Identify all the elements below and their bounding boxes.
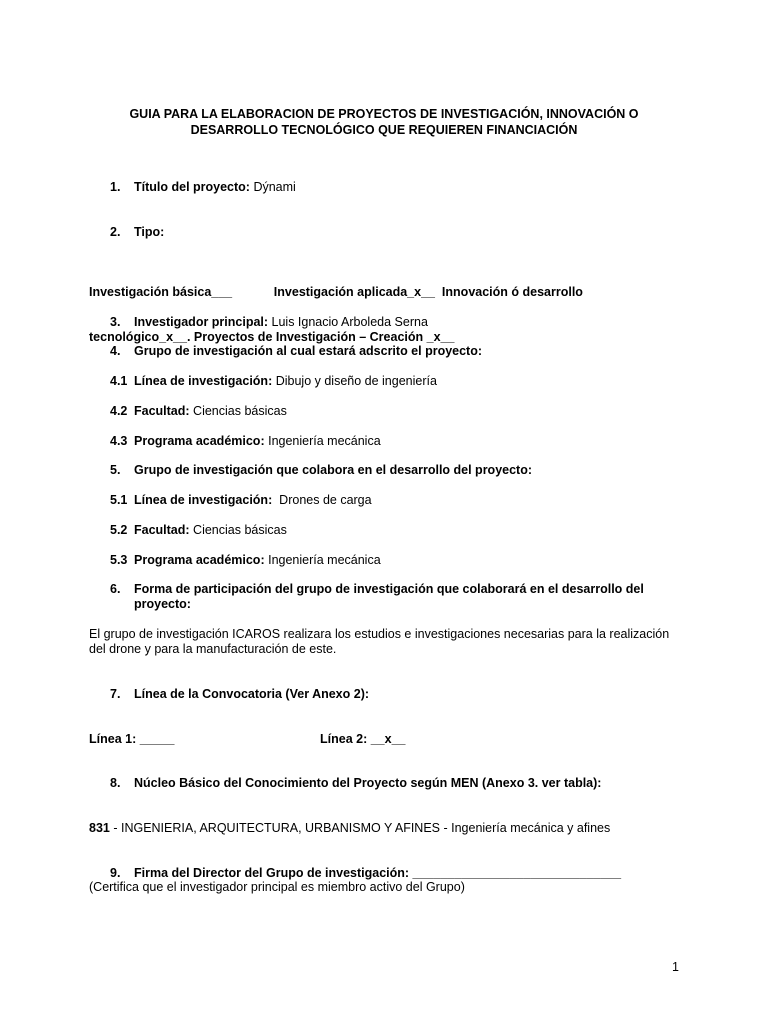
- item-label: Programa académico:: [134, 434, 269, 448]
- item-label: Programa académico:: [134, 553, 269, 567]
- linea-1: Línea 1: _____: [89, 732, 175, 746]
- nbc-code: 831: [89, 821, 110, 835]
- item-number: 2.: [110, 225, 121, 239]
- title-line-2: DESARROLLO TECNOLÓGICO QUE REQUIEREN FINANCIACIÓN: [190, 123, 578, 137]
- item-value: Ingeniería mecánica: [268, 553, 381, 567]
- item-value: Ciencias básicas: [193, 404, 287, 418]
- call-lines-row: [89, 732, 679, 747]
- item-5-3-program: [110, 553, 670, 568]
- item-5-1-research-line: [110, 493, 670, 508]
- item-value: Ciencias básicas: [193, 523, 287, 537]
- item-label: Línea de investigación:: [134, 374, 276, 388]
- item-label: Grupo de investigación que colabora en el desarrollo del proyecto:: [134, 463, 533, 477]
- item-label: Línea de la Convocatoria (Ver Anexo 2):: [134, 687, 370, 701]
- item-6-participation-form: [110, 582, 670, 612]
- item-label: Grupo de investigación al cual estará adscrito el proyecto:: [134, 344, 483, 358]
- linea-2: Línea 2: __x__: [320, 732, 406, 746]
- item-number: 6.: [110, 582, 121, 596]
- item-number: 4.3: [110, 434, 128, 448]
- paragraph-line-2: del drone y para la manufacturación de este.: [89, 642, 337, 656]
- item-label-line-1: Forma de participación del grupo de investigación que colaborará en el desarrollo del: [134, 582, 644, 596]
- nbc-text: - INGENIERIA, ARQUITECTURA, URBANISMO Y AFINES - Ingeniería mecánica y afines: [109, 821, 611, 835]
- item-number: 5.1: [110, 493, 128, 507]
- item-2-type: [110, 225, 670, 240]
- item-label-line-2: proyecto:: [134, 597, 191, 611]
- item-number: 8.: [110, 776, 121, 790]
- item-number: 5.3: [110, 553, 128, 567]
- item-number: 4.: [110, 344, 121, 358]
- item-5-collaborating-group: [110, 463, 670, 478]
- item-value: Dýnami: [253, 180, 296, 194]
- knowledge-core-value: [89, 821, 679, 836]
- type-options-line-2: tecnológico_x__. Proyectos de Investigación – Creación _x__: [89, 330, 455, 344]
- signature-note: (Certifica que el investigador principal es miembro activo del Grupo): [89, 880, 465, 894]
- item-label: Facultad:: [134, 404, 194, 418]
- item-8-knowledge-core: [110, 776, 670, 791]
- item-label: Investigador principal:: [134, 315, 272, 329]
- item-value: Luis Ignacio Arboleda Serna: [271, 315, 428, 329]
- item-label: Título del proyecto:: [134, 180, 254, 194]
- item-value: Drones de carga: [275, 493, 372, 507]
- item-number: 3.: [110, 315, 121, 329]
- item-label: Tipo:: [134, 225, 165, 239]
- item-number: 4.1: [110, 374, 128, 388]
- item-label: Facultad:: [134, 523, 194, 537]
- title-line-1: GUIA PARA LA ELABORACION DE PROYECTOS DE INVESTIGACIÓN, INNOVACIÓN O: [129, 107, 639, 121]
- item-value: Ingeniería mecánica: [268, 434, 381, 448]
- item-3-principal-investigator: [110, 315, 670, 330]
- item-4-research-group: [110, 344, 670, 359]
- item-7-call-line: [110, 687, 670, 702]
- item-label: Núcleo Básico del Conocimiento del Proyecto según MEN (Anexo 3. ver tabla):: [134, 776, 602, 790]
- item-4-1-research-line: [110, 374, 670, 389]
- item-number: 5.: [110, 463, 121, 477]
- item-number: 1.: [110, 180, 121, 194]
- item-number: 5.2: [110, 523, 128, 537]
- item-9-director-signature: [110, 866, 670, 881]
- item-value: Dibujo y diseño de ingeniería: [275, 374, 437, 388]
- item-number: 9.: [110, 866, 121, 880]
- type-options-line-1: Investigación básica___ Investigación aplicada_x__ Innovación ó desarrollo: [89, 285, 583, 299]
- page-number: 1: [672, 960, 679, 974]
- item-4-3-program: [110, 434, 670, 449]
- item-number: 7.: [110, 687, 121, 701]
- document-title: [90, 106, 678, 138]
- item-label: Firma del Director del Grupo de investigación: ______________________________: [134, 866, 622, 880]
- paragraph-line-1: El grupo de investigación ICAROS realizara los estudios e investigaciones necesarias para la realización: [89, 627, 670, 641]
- item-1-project-title: [110, 180, 670, 195]
- participation-paragraph: [89, 627, 679, 657]
- item-label: Línea de investigación:: [134, 493, 276, 507]
- item-4-2-faculty: [110, 404, 670, 419]
- item-number: 4.2: [110, 404, 128, 418]
- item-5-2-faculty: [110, 523, 670, 538]
